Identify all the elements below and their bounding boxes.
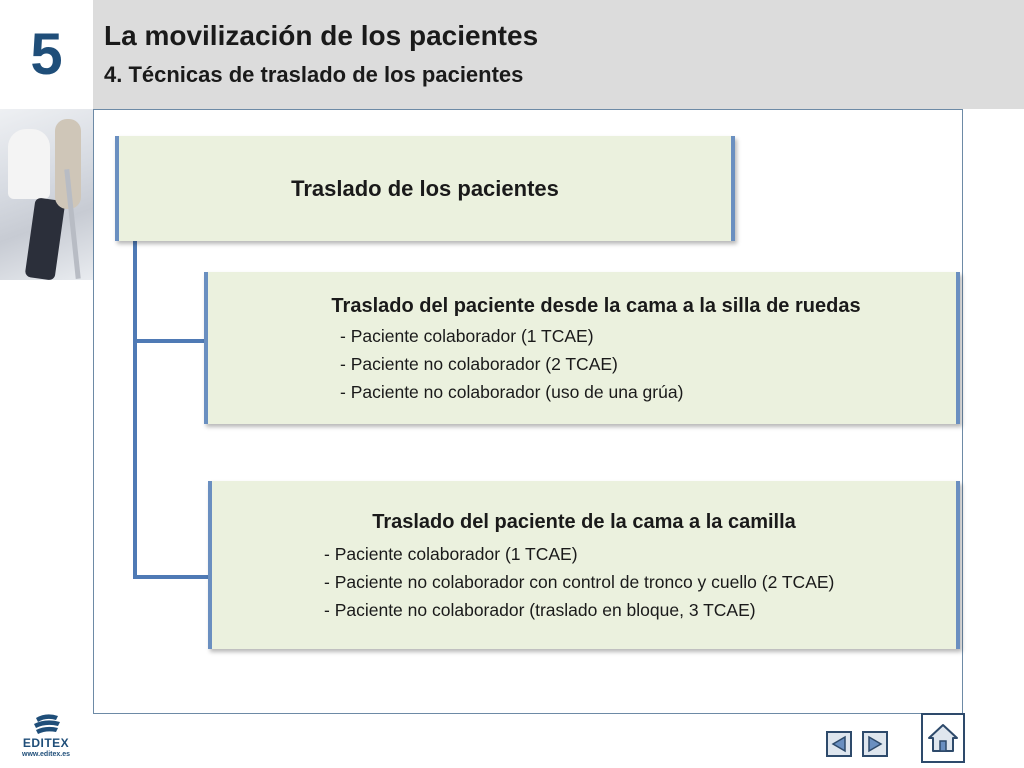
child-node-camilla <box>208 481 960 649</box>
list-item: - Paciente colaborador (1 TCAE) <box>340 326 594 346</box>
page-title: La movilización de los pacientes <box>104 20 539 51</box>
child-node-list <box>340 322 683 406</box>
root-node-label: Traslado de los pacientes <box>291 176 559 201</box>
list-item: - Paciente no colaborador (uso de una grúa) <box>340 382 684 402</box>
next-button[interactable] <box>862 731 888 757</box>
child-node-title: Traslado del paciente de la cama a la camilla <box>372 511 796 533</box>
header-band <box>93 0 1024 109</box>
list-item: - Paciente no colaborador (2 TCAE) <box>340 354 618 374</box>
chapter-number: 5 <box>30 22 63 87</box>
child-node-list <box>324 540 834 624</box>
list-item: - Paciente no colaborador (traslado en bloque, 3 TCAE) <box>324 600 756 620</box>
home-icon <box>927 722 959 754</box>
editex-logo-icon <box>18 712 74 736</box>
prev-button[interactable] <box>826 731 852 757</box>
logo-url: www.editex.es <box>22 751 70 758</box>
child-node-silla-ruedas <box>204 272 960 424</box>
child-node-title: Traslado del paciente desde la cama a la silla de ruedas <box>331 295 861 317</box>
triangle-left-icon <box>830 735 848 753</box>
side-photo <box>0 109 93 280</box>
page-subtitle: 4. Técnicas de traslado de los pacientes <box>104 62 524 87</box>
logo-text: EDITEX <box>22 736 70 750</box>
list-item: - Paciente no colaborador con control de tronco y cuello (2 TCAE) <box>324 572 835 592</box>
home-button[interactable] <box>921 713 965 763</box>
list-item: - Paciente colaborador (1 TCAE) <box>324 544 578 564</box>
editex-logo <box>18 712 74 762</box>
connector-branch-a <box>133 339 206 343</box>
triangle-right-icon <box>866 735 884 753</box>
connector-trunk <box>133 241 137 579</box>
root-node <box>115 136 735 241</box>
connector-branch-b <box>133 575 210 579</box>
